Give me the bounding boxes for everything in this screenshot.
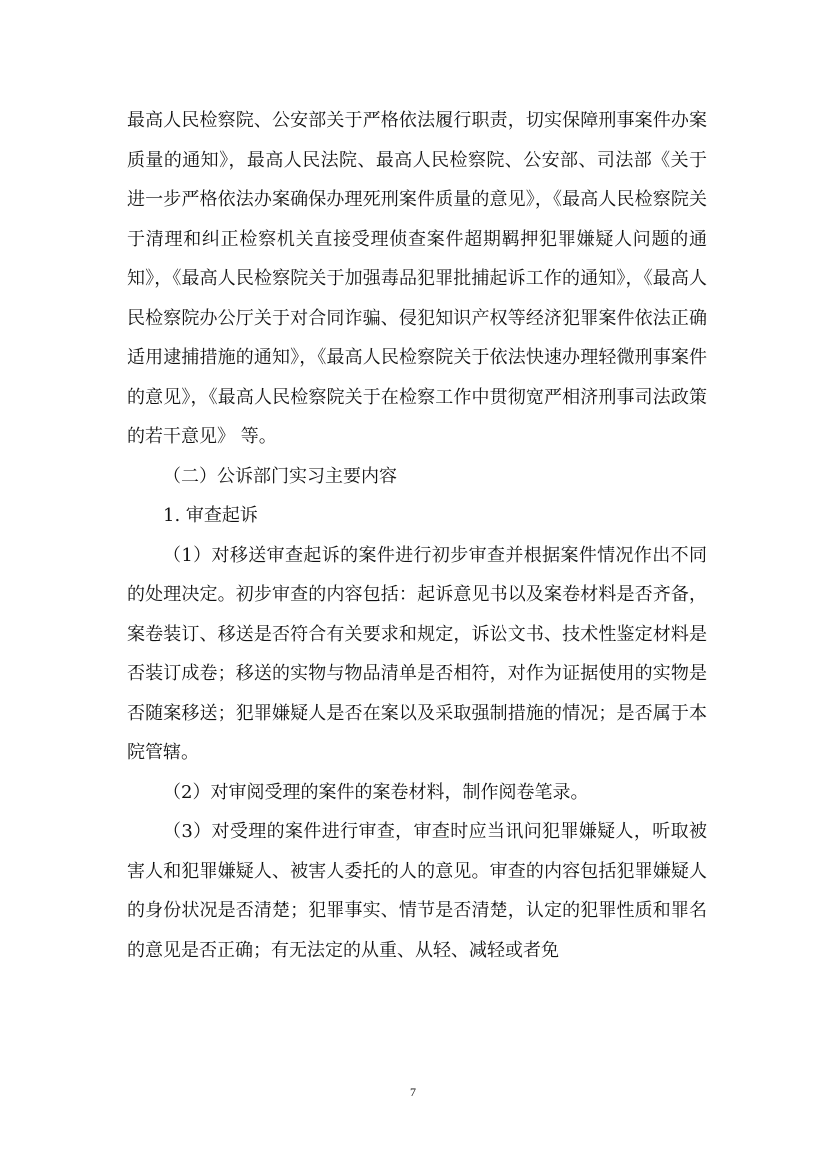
review-item-2: （2）对审阅受理的案件的案卷材料，制作阅卷笔录。	[163, 781, 589, 803]
review-item-3: （3）对受理的案件进行审查，审查时应当讯问犯罪嫌疑人，听取被害人和犯罪嫌疑人、被害人委托的人的意见。审查的内容包括犯罪嫌疑人的身份状况是否清楚；犯罪事实、情节是否清楚，认定的犯罪性质和罪名的意见是否正确；有无法定的从重、从轻、减轻或者免	[127, 821, 707, 961]
regulations-paragraph: 最高人民检察院、公安部关于严格依法履行职责，切实保障刑事案件办案质量的通知》，最高人民法院、最高人民检察院、公安部、司法部《关于进一步严格依法办案确保办理死刑案件质量的意见》，《最高人民检察院关于清理和纠正检察机关直接受理侦查案件超期羁押犯罪嫌疑人问题的通知》，《最高人民检察院关于加强毒品犯罪批捕起诉工作的通知》，《最高人民检察院办公厅关于对合同诈骗、侵犯知识产权等经济犯罪案件依法正确适用逮捕措施的通知》，《最高人民检察院关于依法快速办理轻微刑事案件的意见》，《最高人民检察院关于在检察工作中贯彻宽严相济刑事司法政策的若干意见》 等。	[127, 110, 707, 447]
body-text	[127, 101, 707, 970]
subsection-heading: 1. 审查起诉	[163, 505, 258, 526]
review-item-1: （1）对移送审查起诉的案件进行初步审查并根据案件情况作出不同的处理决定。初步审查的内容包括：起诉意见书以及案卷材料是否齐备，案卷装订、移送是否符合有关要求和规定，诉讼文书、技术性鉴定材料是否装订成卷；移送的实物与物品清单是否相符，对作为证据使用的实物是否随案移送；犯罪嫌疑人是否在案以及采取强制措施的情况；是否属于本院管辖。	[127, 544, 707, 763]
section-heading: （二）公诉部门实习主要内容	[163, 465, 397, 487]
page-number: 7	[410, 1085, 416, 1099]
